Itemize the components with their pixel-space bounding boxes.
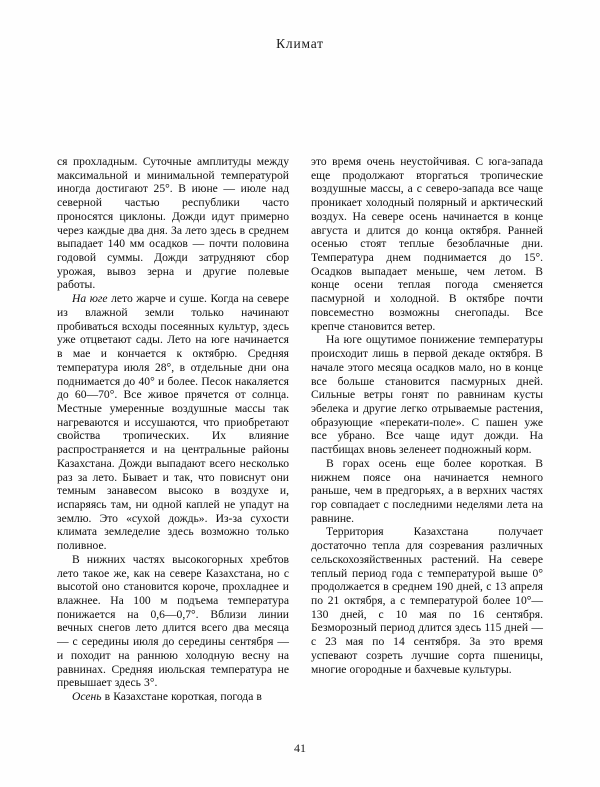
paragraph-text: в Казахстане короткая, погода в	[101, 690, 262, 704]
paragraph-text: лето жарче и суше. Когда на севере из влажной земли только начинают пробиваться всходы посеянных культур, здесь уже отцветают сады. Лето на юге начинается в мае и кончается к октябрю. Средняя температура июля 28°, в отдельные дни она поднимается до 40° и более. Песок накаляется до 60—70°. Все живое прячется от солнца. Местные умеренные воздушные массы так нагреваются и иссушаются, что приобретают свойства тропических. Их влияние распространяется и на центральные районы Казахстана. Дожди выпадают всего несколько раз за лето. Бывает и так, что повиснут они темным занавесом высоко в воздухе и, испаряясь там, ни одной каплей не упадут на землю. Это «сухой дождь». Из-за сухости климата земледелие здесь возможно только поливное.	[57, 292, 290, 553]
paragraph-text: В нижних частях высокогорных хребтов лето такое же, как на севере Казахстана, но с высотой оно становится короче, прохладнее и влажнее. На 100 м подъема температура понижается на 0,6—0,7°. Вблизи линии вечных снегов лето длится всего два месяца — с середины июля до середины сентября — и походит на раннюю холодную весну на равнинах. Средняя июльская температура не превышает здесь 3°.	[57, 552, 289, 690]
paragraph-growing-season	[311, 525, 543, 676]
italic-lead: На юге	[72, 292, 108, 306]
left-column	[57, 155, 289, 727]
page-number: 41	[294, 741, 306, 755]
running-head: Климат	[276, 36, 324, 51]
paragraph-autumn-intro-continued	[311, 155, 543, 333]
paragraph-summer-north-continued	[57, 155, 289, 292]
paragraph-text: это время очень неустойчивая. С юга-запада еще продолжают вторгаться тропические воздушные массы, а с северо-запада все чаще проникает холодный полярный и арктический воздух. На севере осень начинается в конце августа и длится до конца октября. Ранней осенью стоят теплые безоблачные дни. Температура днем поднимается до 15°. Осадков выпадает меньше, чем летом. В конце осени теплая погода сменяется пасмурной и холодной. В октябре почти повсеместно возможны снегопады. Все крепче становится ветер.	[311, 155, 543, 333]
paragraph-autumn-mountains	[311, 457, 543, 526]
italic-lead: Осень	[72, 690, 102, 704]
right-column	[311, 155, 543, 727]
two-column-body	[57, 155, 544, 727]
paragraph-mountain-summer	[57, 553, 289, 690]
paragraph-text: ся прохладным. Суточные амплитуды между максимальной и минимальной температурой иногда достигают 25°. В июне — июле над северной частью республики часто проносятся циклоны. Дожди идут примерно через каждые два дня. За лето здесь в среднем выпадает 140 мм осадков — почти половина годовой суммы. Дожди затрудняют сбор урожая, вывоз зерна и другие полевые работы.	[57, 155, 289, 292]
paragraph-text: На юге ощутимое понижение температуры происходит лишь в первой декаде октября. В начале этого месяца осадков мало, но в конце все больше становится пасмурных дней. Сильные ветры гонят по равнинам кусты эбелека и другие легко отрываемые растения, образующие «перекати-поле». С пашен уже все убрано. Все чаще идут дожди. На пастбищах вновь зеленеет подножный корм.	[311, 333, 543, 457]
paragraph-summer-south	[57, 292, 289, 553]
paragraph-text: Территория Казахстана получает достаточно тепла для созревания различных сельскохозяйственных растений. На севере теплый период года с температурой выше 0° продолжается в среднем 190 дней, с 13 апреля по 21 октября, а с температурой более 10°—130 дней, с 10 мая по 16 сентября. Безморозный период длится здесь 115 дней — с 23 мая по 14 сентября. За это время успевают созреть лучшие сорта пшеницы, многие огородные и бахчевые культуры.	[311, 525, 543, 676]
paragraph-autumn-south	[311, 333, 543, 456]
paragraph-text: В горах осень еще более короткая. В нижнем поясе она начинается немного раньше, чем в предгорьях, а в верхних частях гор совпадает с последними неделями лета на равнине.	[311, 456, 543, 525]
paragraph-autumn-intro	[57, 690, 289, 704]
